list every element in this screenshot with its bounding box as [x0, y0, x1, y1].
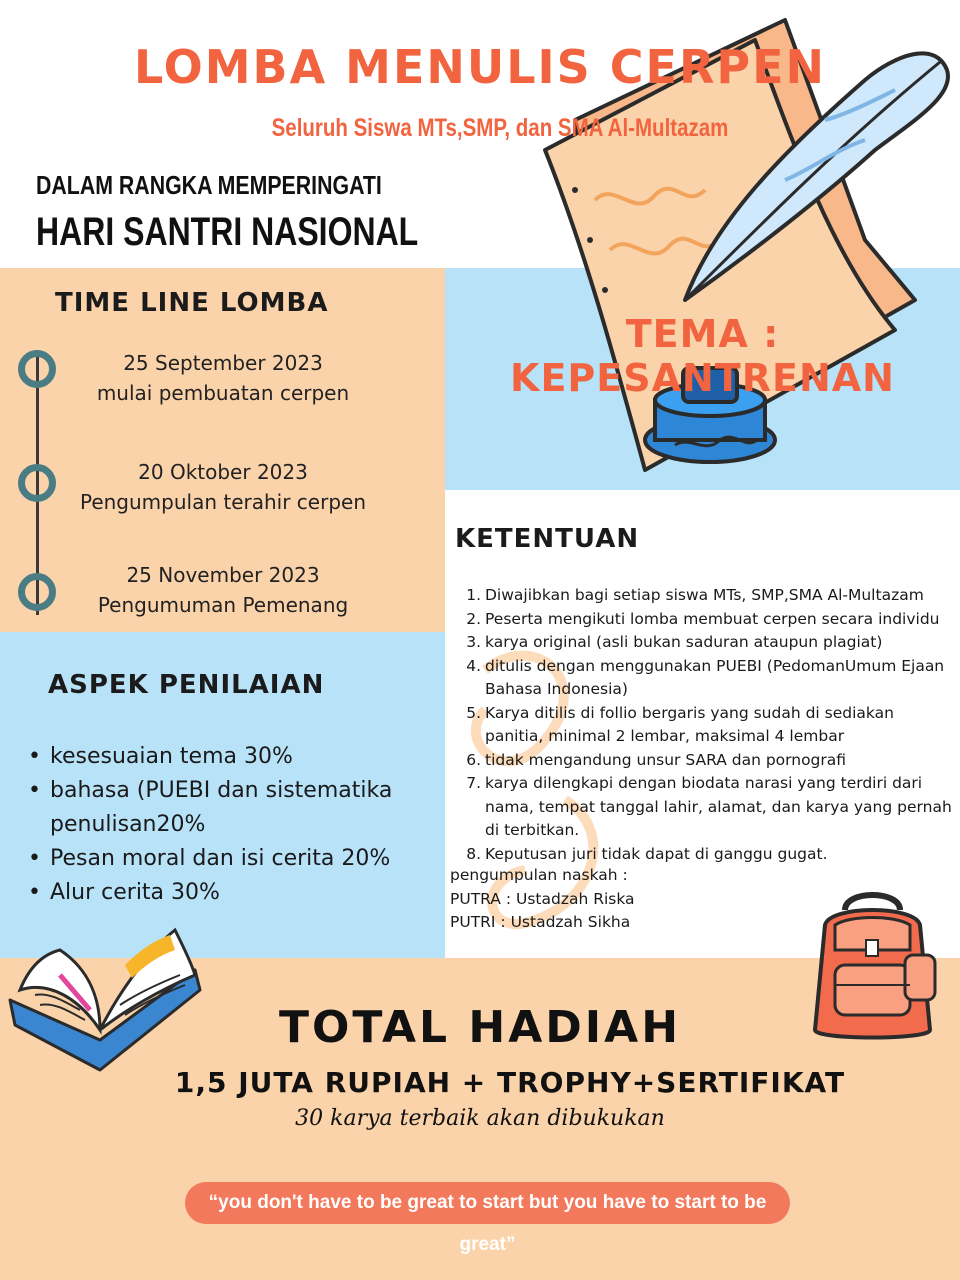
timeline-date: 20 Oktober 2023 [138, 460, 308, 484]
backpack-icon [790, 880, 955, 1050]
list-item: • bahasa (PUEBI dan sistematika penulisan20% [24, 774, 429, 842]
timeline-desc: Pengumuman Pemenang [97, 593, 349, 617]
pengumpulan-label: pengumpulan naskah : [450, 866, 628, 884]
timeline-desc: mulai pembuatan cerpen [96, 381, 350, 405]
occasion-line-1: DALAM RANGKA MEMPERINGATI [36, 170, 382, 200]
aspek-title: ASPEK PENILAIAN [48, 670, 325, 700]
list-item: 4. ditulis dengan menggunakan PUEBI (PedomanUmum Ejaan Bahasa Indonesia) [466, 656, 945, 698]
list-item: 8. Keputusan juri tidak dapat di ganggu gugat. [466, 844, 828, 863]
list-item: 7. karya dilengkapi dengan biodata narasi yang terdiri dari nama, tempat tanggal lahir, alamat, dan karya yang pernah di terbitkan. [466, 774, 952, 839]
quote-text: “you don't have to be great to start but you have to start to be great” [208, 1192, 767, 1255]
timeline-title: TIME LINE LOMBA [55, 288, 329, 318]
timeline-item [28, 457, 418, 517]
pengumpulan-info [450, 864, 635, 935]
list-item: • Pesan moral dan isi cerita 20% [24, 842, 429, 876]
hadiah-note: 30 karya terbaik akan dibukukan [295, 1106, 665, 1131]
ketentuan-list [455, 584, 955, 866]
timeline-desc: Pengumpulan terahir cerpen [79, 490, 367, 514]
list-item: 3. karya original (asli bukan saduran ataupun plagiat) [466, 633, 883, 651]
page-subtitle: Seluruh Siswa MTs,SMP, dan SMA Al-Multazam [271, 114, 729, 142]
timeline-date: 25 September 2023 [123, 351, 323, 375]
list-item: 6. tidak mengandung unsur SARA dan pornografi [466, 750, 847, 769]
tema-label: TEMA : KEPESANTRENAN [510, 312, 895, 400]
timeline-date: 25 November 2023 [126, 563, 320, 587]
timeline-item [28, 560, 418, 620]
timeline-item [28, 348, 418, 408]
list-item: 2. Peserta mengikuti lomba membuat cerpen secara individu [466, 609, 940, 628]
ketentuan-section [455, 584, 955, 866]
hadiah-title: TOTAL HADIAH [278, 1002, 682, 1053]
occasion-line-2: HARI SANTRI NASIONAL [36, 210, 419, 254]
ketentuan-title: KETENTUAN [455, 524, 640, 554]
page-title: LOMBA MENULIS CERPEN [133, 40, 827, 94]
putra-contact: PUTRA : Ustadzah Riska [450, 889, 635, 908]
list-item: 1. Diwajibkan bagi setiap siswa MTs, SMP,SMA Al-Multazam [466, 586, 924, 604]
list-item: • Alur cerita 30% [24, 876, 429, 910]
aspek-list [24, 740, 429, 910]
list-item: • kesesuaian tema 30% [24, 740, 429, 774]
list-item: 5. Karya ditilis di follio bergaris yang sudah di sediakan panitia, minimal 2 lembar, maksimal 4 lembar [466, 703, 894, 745]
hadiah-subtitle: 1,5 JUTA RUPIAH + TROPHY+SERTIFIKAT [174, 1066, 846, 1099]
aspek-section [24, 740, 429, 910]
putri-contact: PUTRI : Ustadzah Sikha [450, 913, 631, 931]
